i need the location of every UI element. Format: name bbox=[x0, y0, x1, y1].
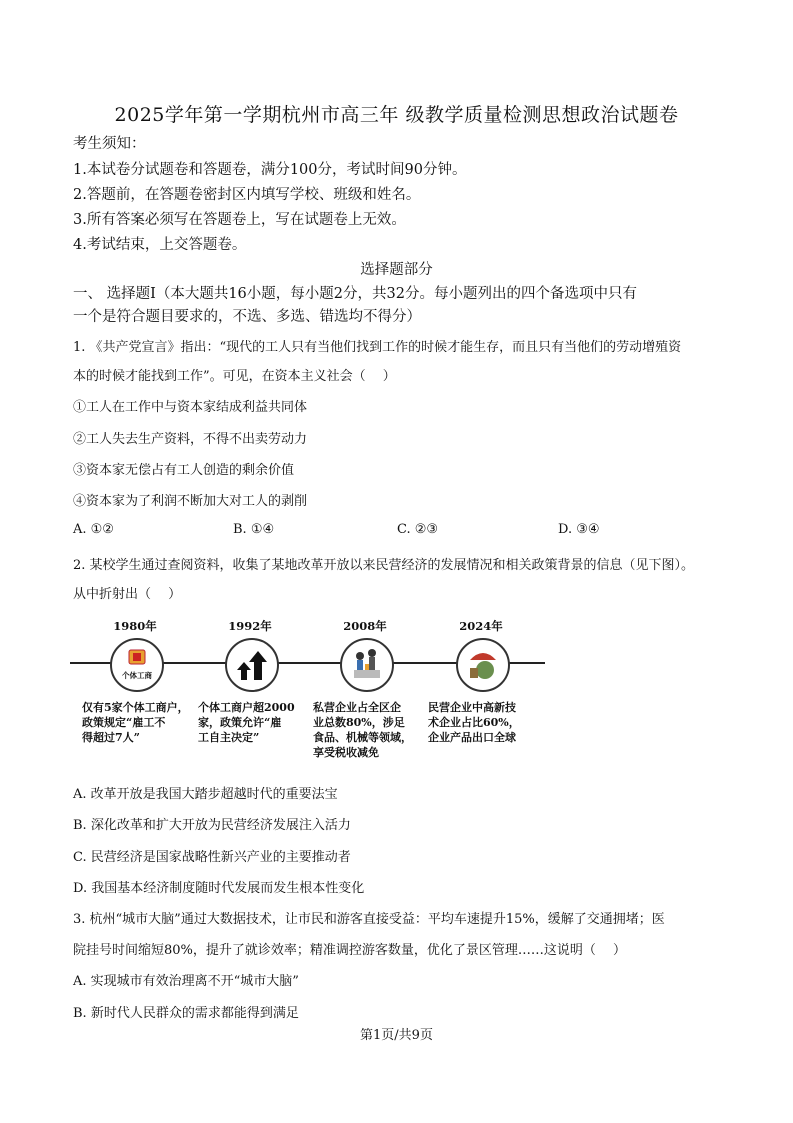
caption-line: 家，政策允许“雇 bbox=[198, 716, 282, 729]
q1-option-d[interactable]: D. ③④ bbox=[558, 522, 600, 537]
caption-line: 术企业占比60%， bbox=[428, 716, 520, 729]
q1-statement: ④资本家为了利润不断加大对工人的剥削 bbox=[73, 494, 308, 509]
timeline-caption-2008 bbox=[313, 700, 412, 760]
caption-line: 食品、机械等领域， bbox=[313, 731, 412, 744]
timeline-node-1980 bbox=[110, 638, 164, 692]
timeline-figure bbox=[70, 618, 550, 758]
timeline-year: 1980年 bbox=[113, 619, 157, 633]
notice-item: 1.本试卷分试题卷和答题卷，满分100分，考试时间90分钟。 bbox=[73, 162, 467, 178]
q2-option-a[interactable]: A. 改革开放是我国大踏步超越时代的重要法宝 bbox=[73, 787, 338, 802]
q1-stem: 本的时候才能找到工作”。可见，在资本主义社会（ ） bbox=[73, 369, 396, 384]
q1-option-c[interactable]: C. ②③ bbox=[397, 522, 439, 537]
q3-option-b[interactable]: B. 新时代人民群众的需求都能得到满足 bbox=[73, 1006, 299, 1021]
q2-option-b[interactable]: B. 深化改革和扩大开放为民营经济发展注入活力 bbox=[73, 818, 351, 833]
timeline-year: 1992年 bbox=[228, 619, 272, 633]
shop-sign-label: 个体工商 bbox=[122, 671, 152, 680]
caption-line: 得超过7人” bbox=[82, 731, 140, 744]
caption-line: 个体工商户超2000 bbox=[198, 701, 295, 714]
timeline-caption-1992 bbox=[198, 700, 295, 745]
q1-stem: 1. 《共产党宣言》指出：“现代的工人只有当他们找到工作的时候才能生存，而且只有当他们的劳动增殖资 bbox=[73, 340, 682, 355]
timeline-caption-2024 bbox=[428, 700, 520, 745]
caption-line: 民营企业中高新技 bbox=[428, 701, 516, 714]
business-people-icon bbox=[342, 640, 392, 690]
page-number: 第1页/共9页 bbox=[360, 1028, 433, 1043]
section-instruction: 一、 选择题Ⅰ（本大题共16小题，每小题2分，共32分。每小题列出的四个备选项中只有 bbox=[73, 286, 637, 302]
timeline-node-2008 bbox=[340, 638, 394, 692]
growth-arrows-icon bbox=[227, 640, 277, 690]
q1-option-b[interactable]: B. ①④ bbox=[233, 522, 275, 537]
notice-item: 3.所有答案必须写在答题卷上，写在试题卷上无效。 bbox=[73, 212, 406, 228]
q2-stem: 2. 某校学生通过查阅资料，收集了某地改革开放以来民营经济的发展情况和相关政策背景的信息（见下图）。 bbox=[73, 558, 695, 573]
section-instruction: 一个是符合题目要求的，不选、多选、错选均不得分） bbox=[73, 309, 421, 325]
timeline-node-1992 bbox=[225, 638, 279, 692]
section-title: 选择题部分 bbox=[360, 262, 433, 278]
q3-stem: 3. 杭州“城市大脑”通过大数据技术，让市民和游客直接受益：平均车速提升15%，缓解了交通拥堵；医 bbox=[73, 912, 665, 927]
timeline-year: 2008年 bbox=[343, 619, 387, 633]
caption-line: 工自主决定” bbox=[198, 731, 260, 744]
notice-heading: 考生须知： bbox=[73, 136, 146, 152]
caption-line: 业总数80%，涉足 bbox=[313, 716, 405, 729]
caption-line: 享受税收减免 bbox=[313, 746, 379, 759]
q1-statement: ①工人在工作中与资本家结成利益共同体 bbox=[73, 400, 308, 415]
q2-option-d[interactable]: D. 我国基本经济制度随时代发展而发生根本性变化 bbox=[73, 881, 365, 896]
q2-stem: 从中折射出（ ） bbox=[73, 587, 182, 602]
caption-line: 企业产品出口全球 bbox=[428, 731, 516, 744]
q1-statement: ③资本家无偿占有工人创造的剩余价值 bbox=[73, 463, 295, 478]
caption-line: 政策规定“雇工不 bbox=[82, 716, 166, 729]
q2-option-c[interactable]: C. 民营经济是国家战略性新兴产业的主要推动者 bbox=[73, 850, 351, 865]
q3-stem: 院挂号时间缩短80%，提升了就诊效率；精准调控游客数量，优化了景区管理……这说明（ ） bbox=[73, 943, 627, 958]
q3-option-a[interactable]: A. 实现城市有效治理离不开“城市大脑” bbox=[73, 974, 299, 989]
shop-sign-icon bbox=[112, 640, 162, 690]
timeline-node-2024 bbox=[456, 638, 510, 692]
q1-option-a[interactable]: A. ①② bbox=[73, 522, 114, 537]
notice-item: 2.答题前，在答题卷密封区内填写学校、班级和姓名。 bbox=[73, 187, 421, 203]
globe-trade-icon bbox=[458, 640, 508, 690]
timeline-year: 2024年 bbox=[459, 619, 503, 633]
exam-title: 2025学年第一学期杭州市高三年 级教学质量检测思想政治试题卷 bbox=[114, 104, 679, 126]
q1-statement: ②工人失去生产资料，不得不出卖劳动力 bbox=[73, 432, 308, 447]
notice-item: 4.考试结束，上交答题卷。 bbox=[73, 237, 247, 253]
caption-line: 仅有5家个体工商户， bbox=[82, 701, 189, 714]
caption-line: 私营企业占全区企 bbox=[313, 701, 401, 714]
timeline-caption-1980 bbox=[82, 700, 189, 745]
